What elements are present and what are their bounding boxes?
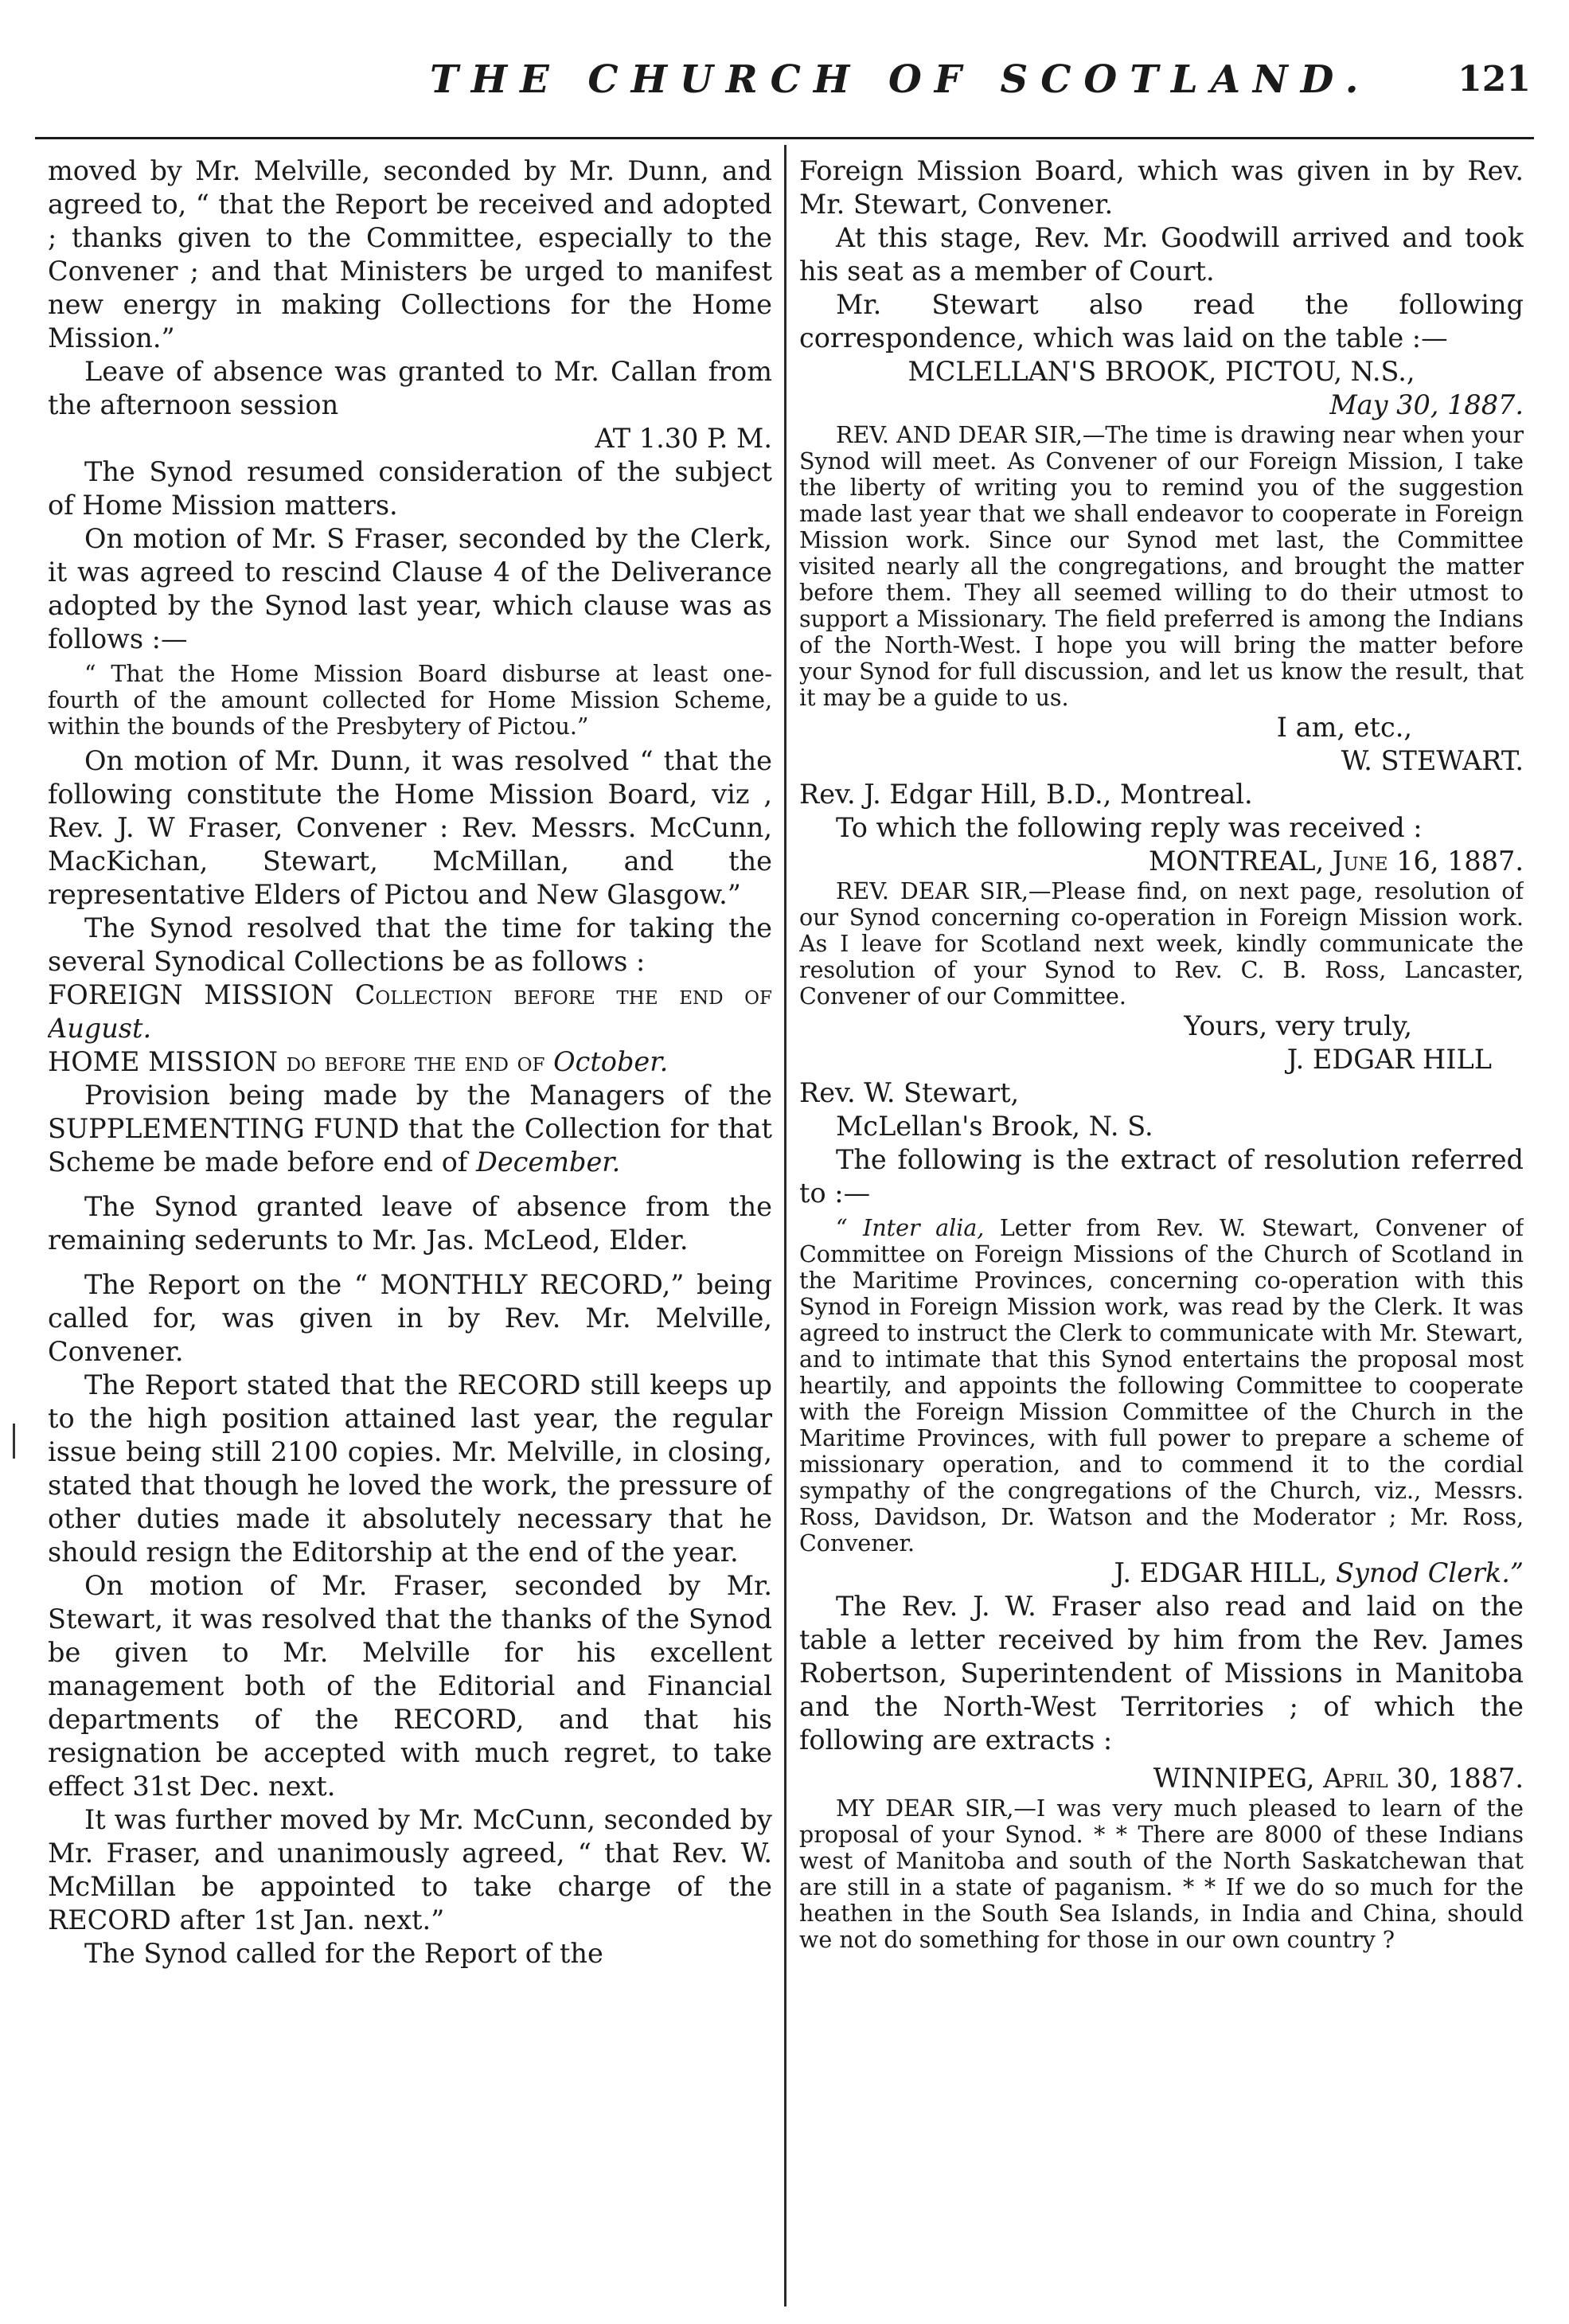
column-divider bbox=[784, 145, 786, 2306]
provision-text: Provision being made by the Managers of the bbox=[84, 1080, 772, 1111]
letter: MY DEAR SIR,—I was very much pleased to learn of the proposal of your Synod. * * There are 8000 of these Indians west of Manitoba and south of the North Saskatchewan that are still in a state of paganism. * * If we do so much for the heathen in the South Sea Islands, in India and China, should we not do something for those in our own country ? bbox=[799, 1795, 1524, 1953]
dateline: WINNIPEG, April 30, 1887. bbox=[1153, 1763, 1524, 1794]
paragraph: The Rev. J. W. Fraser also read and laid on the table a letter received by him from the Rev. James Robertson, Superintendent of Missions in Manitoba and the North-West Territories ; of which the following are extracts : bbox=[799, 1591, 1524, 1756]
addressee: Rev. J. Edgar Hill, B.D., Montreal. bbox=[799, 779, 1253, 810]
collection-item bbox=[48, 978, 772, 1045]
letter: REV. DEAR SIR,—Please find, on next page, resolution of our Synod concerning co-operation in Foreign Mission work. As I leave for Scotland next week, kindly communicate the resolution of your Synod to Rev. C. B. Ross, Lancaster, Convener of our Committee. bbox=[799, 878, 1524, 1010]
collection-text: FOREIGN MISSION Collection before the end of bbox=[48, 979, 772, 1010]
extract bbox=[799, 1215, 1524, 1556]
collection-item bbox=[48, 1045, 772, 1079]
signature: W. STEWART. bbox=[1341, 745, 1524, 776]
signature bbox=[799, 1556, 1524, 1590]
extract-opening: “ Inter alia, bbox=[836, 1215, 985, 1241]
paragraph: The Synod called for the Report of the bbox=[84, 1938, 603, 1969]
provision-text: that the Collection for that Scheme be made before end of bbox=[48, 1113, 772, 1178]
dateline: May 30, 1887. bbox=[1329, 389, 1524, 420]
margin-mark bbox=[13, 1424, 15, 1459]
letter-closing: I am, etc., bbox=[1276, 712, 1412, 743]
paragraph: On motion of Mr. Fraser, seconded by Mr. Stewart, it was resolved that the thanks of the Synod be given to Mr. Melville for his excellent management both of the Editorial and Financial departments of the RECORD, and that his resignation be accepted with much regret, to take effect 31st Dec. next. bbox=[48, 1570, 772, 1802]
header-rule bbox=[35, 137, 1534, 139]
collection-month: December. bbox=[475, 1146, 621, 1178]
paragraph: At this stage, Rev. Mr. Goodwill arrived and took his seat as a member of Court. bbox=[799, 222, 1524, 287]
left-column bbox=[48, 154, 772, 2308]
paragraph: The Report on the “ MONTHLY RECORD,” being called for, was given in by Rev. Mr. Melville, Convener. bbox=[48, 1269, 772, 1367]
collection-month: August. bbox=[48, 1013, 152, 1044]
paragraph: Mr. Stewart also read the following correspondence, which was laid on the table :— bbox=[799, 289, 1524, 353]
paragraph: It was further moved by Mr. McCunn, seconded by Mr. Fraser, and unanimously agreed, “ that Rev. W. McMillan be appointed to take charge of the RECORD after 1st Jan. next.” bbox=[48, 1804, 772, 1935]
paragraph bbox=[48, 1079, 772, 1179]
paragraph: The following is the extract of resolution referred to :— bbox=[799, 1144, 1524, 1209]
session-heading: AT 1.30 P. M. bbox=[595, 423, 772, 454]
paragraph: Foreign Mission Board, which was given in by Rev. Mr. Stewart, Convener. bbox=[799, 155, 1524, 220]
paragraph: moved by Mr. Melville, seconded by Mr. Dunn, and agreed to, “ that the Report be received and adopted ; thanks given to the Committee, especially to the Convener ; and that Ministers be urged to manifest new energy in making Collections for the Home Mission.” bbox=[48, 155, 772, 353]
paragraph: The Synod resolved that the time for taking the several Synodical Collections be as follows : bbox=[48, 912, 772, 977]
paragraph: The Synod resumed consideration of the subject of Home Mission matters. bbox=[48, 456, 772, 521]
paragraph: The Report stated that the RECORD still keeps up to the high position attained last year, the regular issue being still 2100 copies. Mr. Melville, in closing, stated that though he loved the work, the pressure of other duties made it absolutely necessary that he should resign the Editorship at the end of the year. bbox=[48, 1369, 772, 1568]
dateline: MCLELLAN'S BROOK, PICTOU, N.S., bbox=[907, 356, 1415, 387]
paragraph: The Synod granted leave of absence from the remaining sederunts to Mr. Jas. McLeod, Elder. bbox=[48, 1191, 772, 1256]
quoted-clause: “ That the Home Mission Board disburse at least one-fourth of the amount collected for Home Mission Scheme, within the bounds of the Presbytery of Pictou.” bbox=[48, 661, 772, 740]
page-number: 121 bbox=[1458, 59, 1531, 100]
extract-text: Letter from Rev. W. Stewart, Convener of Committee on Foreign Missions of the Church of Scotland in the Maritime Provinces, concerning co-operation with this Synod in Foreign Mission work, was read by the Clerk. It was agreed to instruct the Clerk to communicate with Mr. Stewart, and to intimate that this Synod entertains the proposal most heartily, and appoints the following Committee to cooperate with the Foreign Mission Committee of the Church in the Maritime Provinces, with full power to prepare a scheme of missionary operation, and to commend it to the cordial sympathy of the congregations of the Church, viz., Messrs. Ross, Davidson, Dr. Watson and the Moderator ; Mr. Ross, Convener. bbox=[799, 1215, 1524, 1556]
addressee: McLellan's Brook, N. S. bbox=[836, 1111, 1153, 1142]
collection-month: October. bbox=[553, 1046, 669, 1077]
paragraph: To which the following reply was received : bbox=[836, 812, 1423, 843]
dateline: MONTREAL, June 16, 1887. bbox=[1148, 846, 1524, 877]
letter: REV. AND DEAR SIR,—The time is drawing near when your Synod will meet. As Convener of our Foreign Mission, I take the liberty of writing you to remind you of the suggestion made last year that we shall endeavor to cooperate in Foreign Mission work. Since our Synod met last, the Committee visited nearly all the congregations, and brought the matter before them. They all seemed willing to do their utmost to support a Missionary. The field preferred is among the Indians of the North-West. I hope you will bring the matter before your Synod for full discussion, and let us know the result, that it may be a guide to us. bbox=[799, 422, 1524, 711]
page-header bbox=[0, 57, 1569, 121]
signature: J. EDGAR HILL bbox=[1286, 1044, 1492, 1075]
letter-closing: Yours, very truly, bbox=[1184, 1010, 1412, 1041]
collection-text: HOME MISSION do before the end of bbox=[48, 1046, 545, 1077]
fund-name: SUPPLEMENTING FUND bbox=[48, 1113, 400, 1144]
signature-title: Synod Clerk.” bbox=[1336, 1557, 1524, 1588]
paragraph: Leave of absence was granted to Mr. Callan from the afternoon session bbox=[48, 356, 772, 420]
right-column bbox=[799, 154, 1524, 2308]
addressee: Rev. W. Stewart, bbox=[799, 1077, 1020, 1108]
paragraph: On motion of Mr. Dunn, it was resolved “ that the following constitute the Home Mission Board, viz , Rev. J. W Fraser, Convener : Rev. Messrs. McCunn, MacKichan, Stewart, McMillan, and the representative Elders of Pictou and New Glasgow.” bbox=[48, 745, 772, 910]
paragraph: On motion of Mr. S Fraser, seconded by the Clerk, it was agreed to rescind Clause 4 of the Deliverance adopted by the Synod last year, which clause was as follows :— bbox=[48, 523, 772, 654]
signature-name: J. EDGAR HILL, bbox=[1114, 1557, 1328, 1588]
running-title: THE CHURCH OF SCOTLAND. bbox=[430, 57, 1372, 102]
